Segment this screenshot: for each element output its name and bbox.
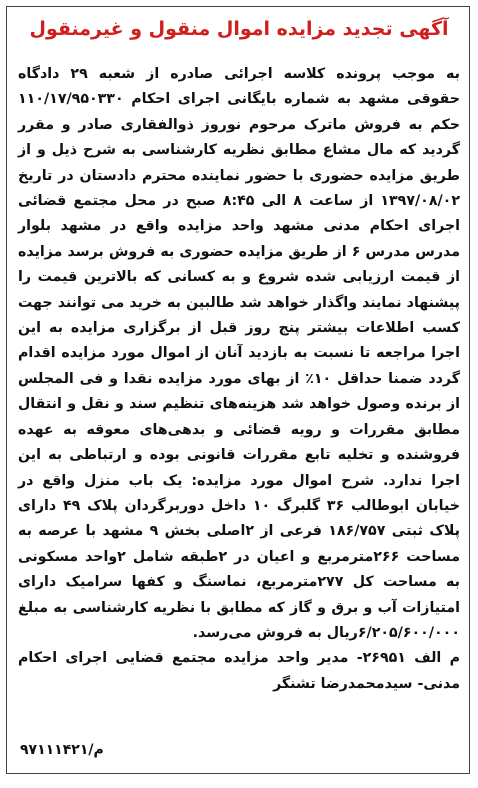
notice-signature: م الف ۲۶۹۵۱- مدیر واحد مزایده مجتمع قضایی اجرای احکام مدنی- سیدمحمدرضا تشنگر [18,650,460,692]
notice-body-text: به موجب پرونده کلاسه اجرائی صادره از شعبه ۲۹ دادگاه حقوقی مشهد به شماره بایگانی اجرای احکام ۱۱۰/۱۷/۹۵۰۳۳۰ حکم به فروش ماترک مرحوم نوروز ذوالفقاری صادر و مقرر گردید که مال مشاع مطابق نظریه کارشناسی به شرح ذیل و از طریق مزایده حضوری با حضور نماینده محترم دادستان در تاریخ ۱۳۹۷/۰۸/۰۲ از ساعت ۸ الی ۸:۴۵ صبح در محل مجتمع قضائی اجرای احکام مدنی مشهد واحد مزایده واقع در مشهد بلوار مدرس مدرس ۶ از طریق مزایده حضوری به فروش برسد مزایده از قیمت ارزیابی شده شروع و به کسانی که بالاترین قیمت را پیشنهاد نمایند واگذار خواهد شد طالبین به خرید می توانند جهت کسب اطلاعات بیشتر پنج روز قبل از برگزاری مزایده به این اجرا مراجعه تا نسبت به بازدید آنان از اموال مورد مزایده اقدام گردد ضمنا حداقل ۱۰٪ از بهای مورد مزایده نقدا و فی المجلس از برنده وصول خواهد شد هزینه‌های تنظیم سند و نقل و انتقال مطابق مقررات و رویه قضائی و بدهی‌های معوقه به عهده فروشنده و تخلیه تابع مقررات قانونی بوده و ارتباطی به این اجرا ندارد. شرح اموال مورد مزایده: یک باب منزل واقع در خیابان ابوطالب ۳۶ گلبرگ ۱۰ داخل دوربرگردان پلاک ۴۹ دارای پلاک ثبتی ۱۸۶/۷۵۷ فرعی از ۲اصلی بخش ۹ مشهد با عرصه به مساحت ۲۶۶مترمربع و اعیان در ۲طبقه شامل ۲واحد مسکونی به مساحت کل ۲۷۷مترمربع، نماسنگ و کفها سرامیک دارای امتیازات آب و برق و گاز که مطابق با نظریه کارشناسی به مبلغ ۶/۲۰۵/۶۰۰/۰۰۰ریال به فروش می‌رسد. [18,66,461,641]
notice-code: ۹۷۱۱۱۴۲۱/م [20,742,104,758]
notice-body [18,62,460,697]
notice-title: آگهی تجدید مزایده اموال منقول و غیرمنقول [29,18,449,40]
